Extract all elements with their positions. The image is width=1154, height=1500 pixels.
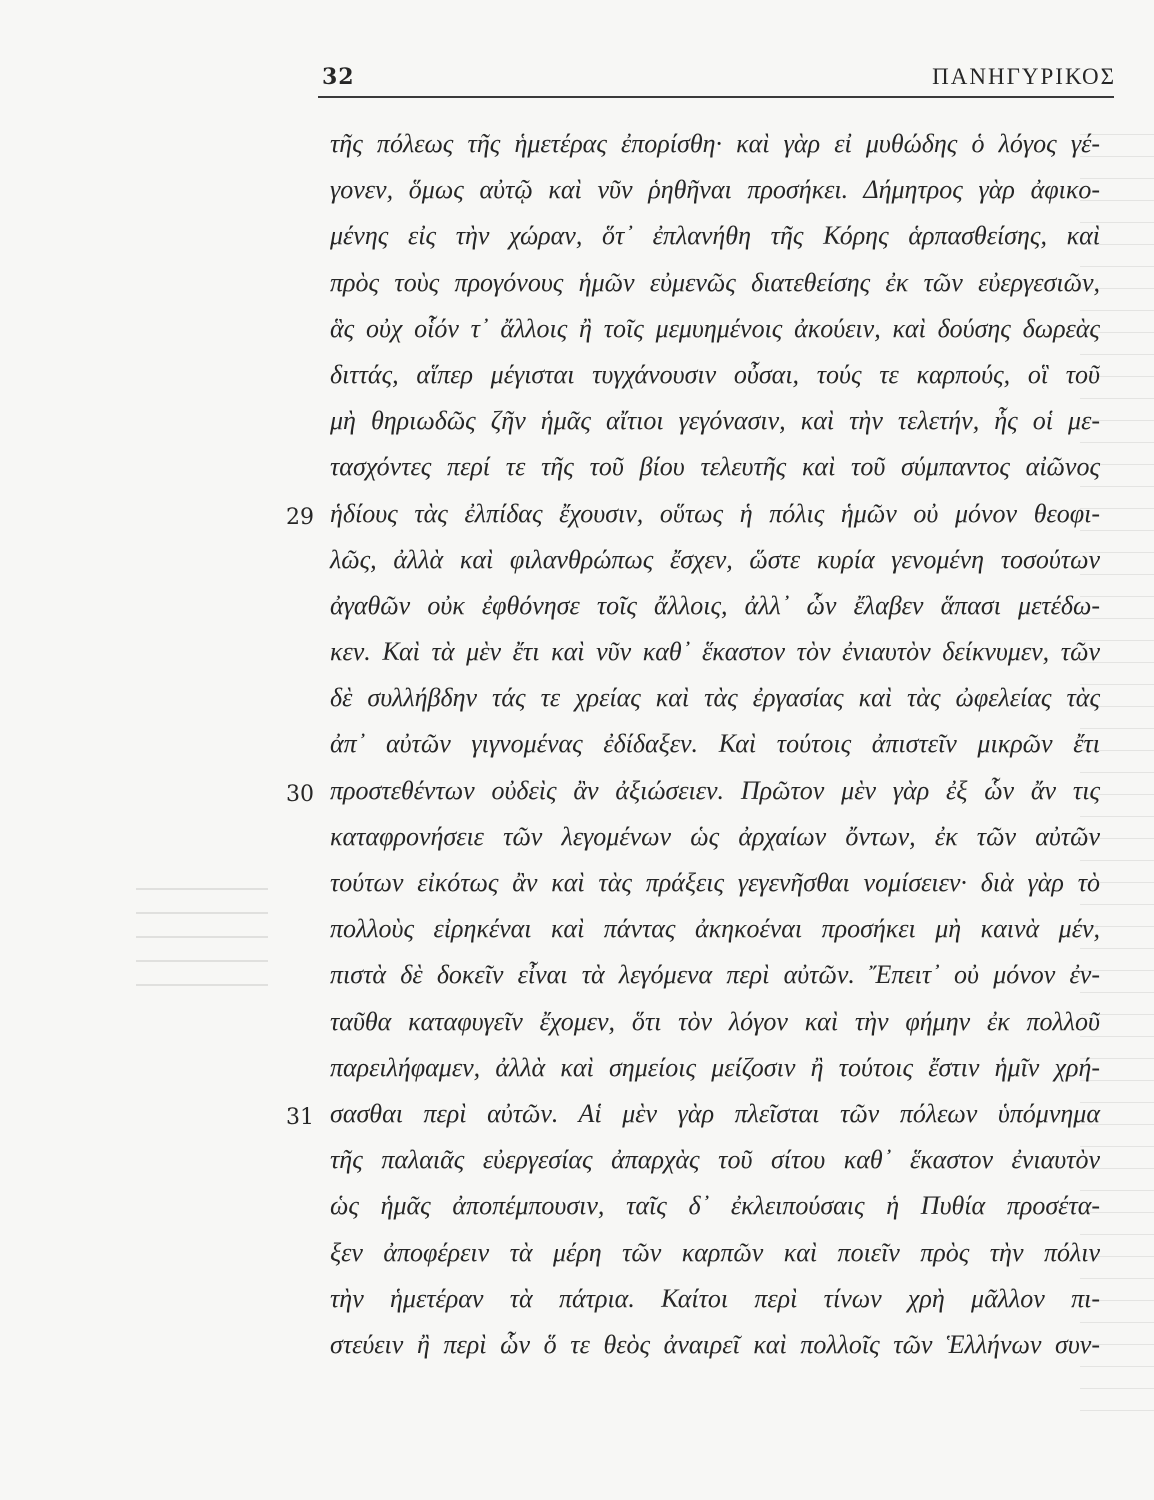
line-text: ξεν ἀποφέρειν τὰ μέρη τῶν καρπῶν καὶ ποιεῖν πρὸς τὴν πόλιν [330,1237,1100,1267]
running-title: ΠΑΝΗΓΥΡΙΚΟΣ [932,64,1116,89]
text-line [0,216,1154,262]
line-text: ἡδίους τὰς ἐλπίδας ἔχουσιν, οὕτως ἡ πόλις ἡμῶν οὐ μόνον θεοφι- [330,498,1100,528]
line-text: μὴ θηριωδῶς ζῆν ἡμᾶς αἴτιοι γεγόνασιν, καὶ τὴν τελετήν, ἧς οἱ με- [330,406,1100,436]
text-line [0,1094,1154,1140]
line-text: ἀγαθῶν οὐκ ἐφθόνησε τοῖς ἄλλοις, ἀλλ᾽ ὧν ἔλαβεν ἅπασι μετέδω- [330,590,1100,620]
text-line [0,632,1154,678]
line-text: πιστὰ δὲ δοκεῖν εἶναι τὰ λεγόμενα περὶ αὐτῶν. Ἔπειτ᾽ οὐ μόνον ἐν- [330,960,1100,990]
line-text: πρὸς τοὺς προγόνους ἡμῶν εὐμενῶς διατεθείσης ἐκ τῶν εὐεργεσιῶν, [330,267,1100,297]
line-text: τῆς παλαιᾶς εὐεργεσίας ἀπαρχὰς τοῦ σίτου καθ᾽ ἕκαστον ἐνιαυτὸν [330,1145,1100,1175]
text-line [0,909,1154,955]
text-line [0,1186,1154,1232]
line-text: καταφρονήσειε τῶν λεγομένων ὡς ἀρχαίων ὄντων, ἐκ τῶν αὐτῶν [330,821,1100,851]
line-text: τασχόντες περί τε τῆς τοῦ βίου τελευτῆς καὶ τοῦ σύμπαντος αἰῶνος [330,452,1100,482]
text-line [0,1279,1154,1325]
text-line [0,817,1154,863]
line-text: τῆς πόλεως τῆς ἡμετέρας ἐπορίσθη· καὶ γὰρ εἰ μυθώδης ὁ λόγος γέ- [330,129,1100,158]
line-text: μένης εἰς τὴν χώραν, ὅτ᾽ ἐπλανήθη τῆς Κόρης ἁρπασθείσης, καὶ [330,221,1100,251]
text-line [0,170,1154,216]
text-line [0,1233,1154,1279]
line-text: στεύειν ἢ περὶ ὧν ὅ τε θεὸς ἀναιρεῖ καὶ πολλοῖς τῶν Ἑλλήνων συν- [330,1329,1100,1359]
line-text: τούτων εἰκότως ἂν καὶ τὰς πράξεις γεγενῆσθαι νομίσειεν· διὰ γὰρ τὸ [330,868,1100,897]
text-line [0,124,1154,170]
section-number: 29 [286,504,314,530]
line-text: προστεθέντων οὐδεὶς ἂν ἀξιώσειεν. Πρῶτον μὲν γὰρ ἐξ ὧν ἄν τις [330,775,1100,805]
header-rule [318,96,1114,98]
page-number: 32 [322,64,355,90]
line-text: λῶς, ἀλλὰ καὶ φιλανθρώπως ἔσχεν, ὥστε κυρία γενομένη τοσούτων [330,544,1100,574]
text-line [0,447,1154,493]
text-line [0,263,1154,309]
line-text: πολλοὺς εἰρηκέναι καὶ πάντας ἀκηκοέναι προσήκει μὴ καινὰ μέν, [330,914,1100,944]
line-text: παρειλήφαμεν, ἀλλὰ καὶ σημείοις μείζοσιν ἢ τούτοις ἔστιν ἡμῖν χρή- [330,1052,1100,1082]
text-line [0,955,1154,1001]
text-line [0,724,1154,770]
text-line [0,586,1154,632]
text-line [0,494,1154,540]
section-number: 31 [286,1104,314,1130]
text-line [0,401,1154,447]
section-number: 30 [286,781,314,807]
line-text: ὡς ἡμᾶς ἀποπέμπουσιν, ταῖς δ᾽ ἐκλειπούσαις ἡ Πυθία προσέτα- [330,1191,1100,1221]
text-line [0,1325,1154,1371]
line-text: ἃς οὐχ οἷόν τ᾽ ἄλλοις ἢ τοῖς μεμυημένοις ἀκούειν, καὶ δούσης δωρεὰς [330,313,1100,343]
text-line [0,771,1154,817]
line-text: διττάς, αἵπερ μέγισται τυγχάνουσιν οὖσαι, τούς τε καρπούς, οἳ τοῦ [330,359,1100,389]
line-text: κεν. Καὶ τὰ μὲν ἔτι καὶ νῦν καθ᾽ ἕκαστον τὸν ἐνιαυτὸν δείκνυμεν, τῶν [330,637,1100,667]
text-line [0,1048,1154,1094]
line-text: τὴν ἡμετέραν τὰ πάτρια. Καίτοι περὶ τίνων χρὴ μᾶλλον πι- [330,1283,1100,1313]
text-line [0,863,1154,909]
body-text [0,124,1154,1371]
line-text: γονεν, ὅμως αὐτῷ καὶ νῦν ῥηθῆναι προσήκει. Δήμητρος γὰρ ἀφικο- [330,175,1100,205]
line-text: δὲ συλλήβδην τάς τε χρείας καὶ τὰς ἐργασίας καὶ τὰς ὠφελείας τὰς [330,683,1100,713]
text-line [0,1140,1154,1186]
text-line [0,678,1154,724]
line-text: ἀπ᾽ αὐτῶν γιγνομένας ἐδίδαξεν. Καὶ τούτοις ἀπιστεῖν μικρῶν ἔτι [330,729,1100,759]
line-text: ταῦθα καταφυγεῖν ἔχομεν, ὅτι τὸν λόγον καὶ τὴν φήμην ἐκ πολλοῦ [330,1006,1100,1036]
text-line [0,355,1154,401]
text-line [0,540,1154,586]
text-line [0,1002,1154,1048]
line-text: σασθαι περὶ αὐτῶν. Αἱ μὲν γὰρ πλεῖσται τῶν πόλεων ὑπόμνημα [330,1098,1100,1128]
text-line [0,309,1154,355]
